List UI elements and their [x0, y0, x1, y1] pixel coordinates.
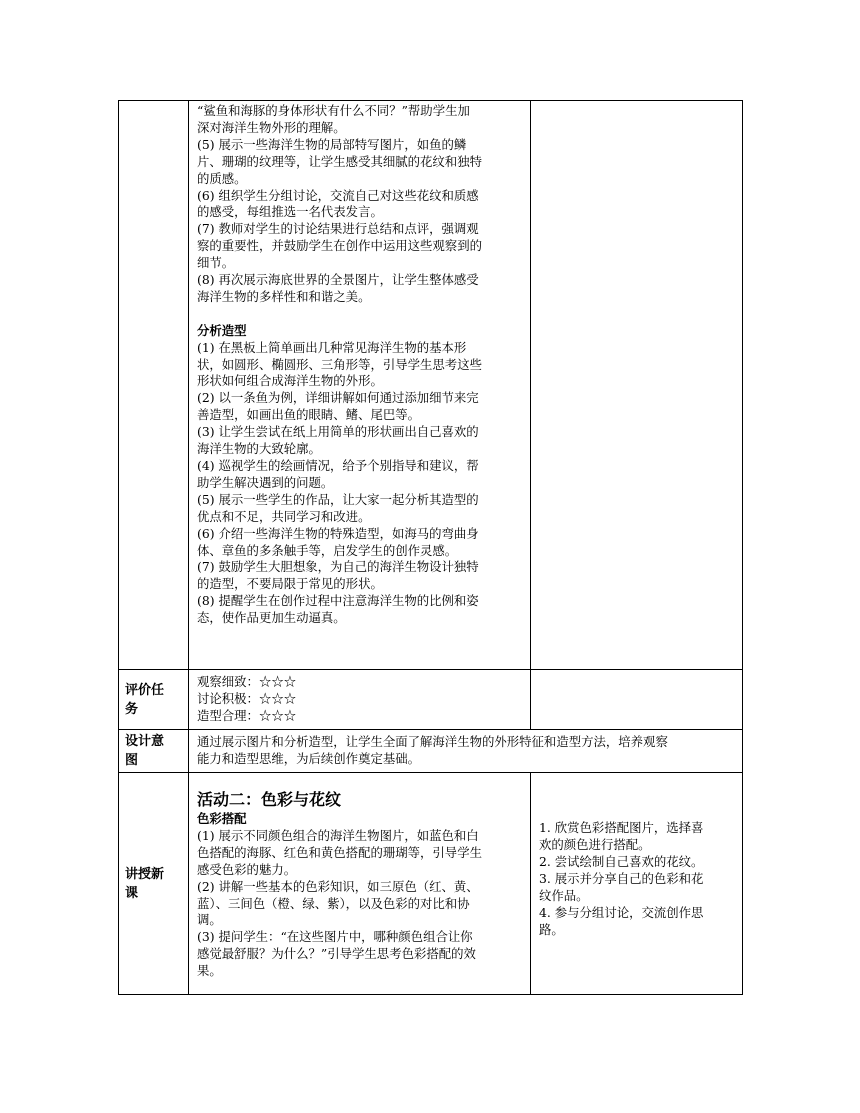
text-line: 海洋生物的多样性和和谐之美。 [197, 288, 371, 304]
text-line: 的造型，不要局限于常见的形状。 [197, 576, 383, 592]
text-line: 通过展示图片和分析造型，让学生全面了解海洋生物的外形特征和造型方法，培养观察 [197, 734, 668, 749]
table-row [119, 773, 743, 995]
text-line: 助学生解决遇到的问题。 [197, 474, 334, 490]
text-line: 纹作品。 [539, 888, 589, 903]
text-line: 片、珊瑚的纹理等，让学生感受其细腻的花纹和独特 [197, 153, 482, 169]
label-line: 评价任 [125, 682, 165, 698]
text-line: 感受色彩的魅力。 [197, 861, 297, 877]
text-line: 路。 [539, 922, 564, 937]
label-line: 务 [125, 701, 139, 717]
table-row [119, 670, 743, 730]
text-line: 1. 欣赏色彩搭配图片，选择喜 [539, 820, 704, 835]
text-line: 色搭配的海豚、红色和黄色搭配的珊瑚等，引导学生 [197, 844, 482, 860]
text-line: (5) 展示一些海洋生物的局部特写图片，如鱼的鳞 [197, 136, 467, 152]
text-line: 感觉最舒服？为什么？”引导学生思考色彩搭配的效 [197, 946, 476, 962]
label-line: 讲授新 [125, 866, 165, 882]
text-line: (5) 展示一些学生的作品，让大家一起分析其造型的 [197, 491, 479, 507]
teacher-activity-cell [189, 101, 531, 670]
text-line: (3) 让学生尝试在纸上用简单的形状画出自己喜欢的 [197, 424, 479, 440]
text-line: 欢的颜色进行搭配。 [539, 837, 651, 852]
student-activity-cell [531, 773, 743, 995]
text-line: 细节。 [197, 255, 235, 271]
row-label-teach [119, 773, 189, 995]
text-line: 的感受，每组推选一名代表发言。 [197, 204, 383, 220]
text-line: 体、章鱼的多条触手等，启发学生的创作灵感。 [197, 542, 458, 558]
text-line: (8) 提醒学生在创作过程中注意海洋生物的比例和姿 [197, 593, 479, 609]
text-line: 2. 尝试绘制自己喜欢的花纹。 [539, 854, 704, 869]
text-line: (1) 展示不同颜色组合的海洋生物图片，如蓝色和白 [197, 827, 479, 843]
text-line: 态，使作品更加生动逼真。 [197, 610, 346, 626]
text-line: (3) 提问学生：“在这些图片中，哪种颜色组合让你 [197, 929, 473, 945]
teacher-activity-cell [189, 773, 531, 995]
text-line: 3. 展示并分享自己的色彩和花 [539, 871, 704, 886]
text-line: (2) 以一条鱼为例，详细讲解如何通过添加细节来完 [197, 390, 479, 406]
text-line: 调。 [197, 912, 222, 928]
text-line: (6) 组织学生分组讨论，交流自己对这些花纹和质感 [197, 187, 479, 203]
text-line: 蓝）、三间色（橙、绿、紫），以及色彩的对比和协 [197, 895, 470, 911]
text-line: (7) 教师对学生的讨论结果进行总结和点评，强调观 [197, 221, 479, 237]
eval-criteria-cell [189, 670, 531, 730]
activity-title: 活动二：色彩与花纹 [197, 790, 342, 809]
table-row [119, 101, 743, 670]
lesson-plan-table [118, 100, 743, 995]
text-line: 善造型，如画出鱼的眼睛、鳍、尾巴等。 [197, 407, 421, 423]
text-line: 海洋生物的大致轮廓。 [197, 441, 321, 457]
text-line: (7) 鼓励学生大胆想象，为自己的海洋生物设计独特 [197, 559, 479, 575]
text-line: (2) 讲解一些基本的色彩知识，如三原色（红、黄、 [197, 878, 479, 894]
label-line: 图 [125, 753, 139, 768]
text-line: “鲨鱼和海豚的身体形状有什么不同？”帮助学生加 [197, 103, 470, 118]
text-line: (8) 再次展示海底世界的全景图片，让学生整体感受 [197, 272, 479, 288]
eval-item: 讨论积极：☆☆☆ [197, 690, 297, 706]
text-line: 深对海洋生物外形的理解。 [197, 119, 346, 135]
eval-item: 造型合理：☆☆☆ [197, 707, 297, 723]
text-line: 的质感。 [197, 170, 247, 186]
empty-cell [531, 670, 743, 730]
label-line: 设计意 [125, 734, 165, 749]
section-heading: 分析造型 [197, 322, 247, 338]
text-line: 状，如圆形、椭圆形、三角形等，引导学生思考这些 [197, 356, 482, 372]
text-line: 4. 参与分组讨论，交流创作思 [539, 905, 704, 920]
label-cell-empty [119, 101, 189, 670]
text-line: 形状如何组合成海洋生物的外形。 [197, 373, 383, 389]
student-activity-cell-empty [531, 101, 743, 670]
eval-item: 观察细致：☆☆☆ [197, 674, 297, 689]
text-line: 察的重要性，并鼓励学生在创作中运用这些观察到的 [197, 238, 482, 254]
row-label-design [119, 730, 189, 773]
text-line: (4) 巡视学生的绘画情况，给予个别指导和建议，帮 [197, 458, 479, 474]
text-line: 果。 [197, 963, 222, 979]
table-row [119, 730, 743, 773]
text-line: 优点和不足，共同学习和改进。 [197, 508, 371, 524]
label-line: 课 [125, 885, 139, 901]
row-label-eval [119, 670, 189, 730]
text-line: (1) 在黑板上简单画出几种常见海洋生物的基本形 [197, 339, 467, 355]
text-line: (6) 介绍一些海洋生物的特殊造型，如海马的弯曲身 [197, 525, 479, 541]
text-line: 能力和造型思维，为后续创作奠定基础。 [197, 751, 421, 766]
design-intent-cell [189, 730, 743, 773]
section-heading: 色彩搭配 [197, 811, 247, 826]
